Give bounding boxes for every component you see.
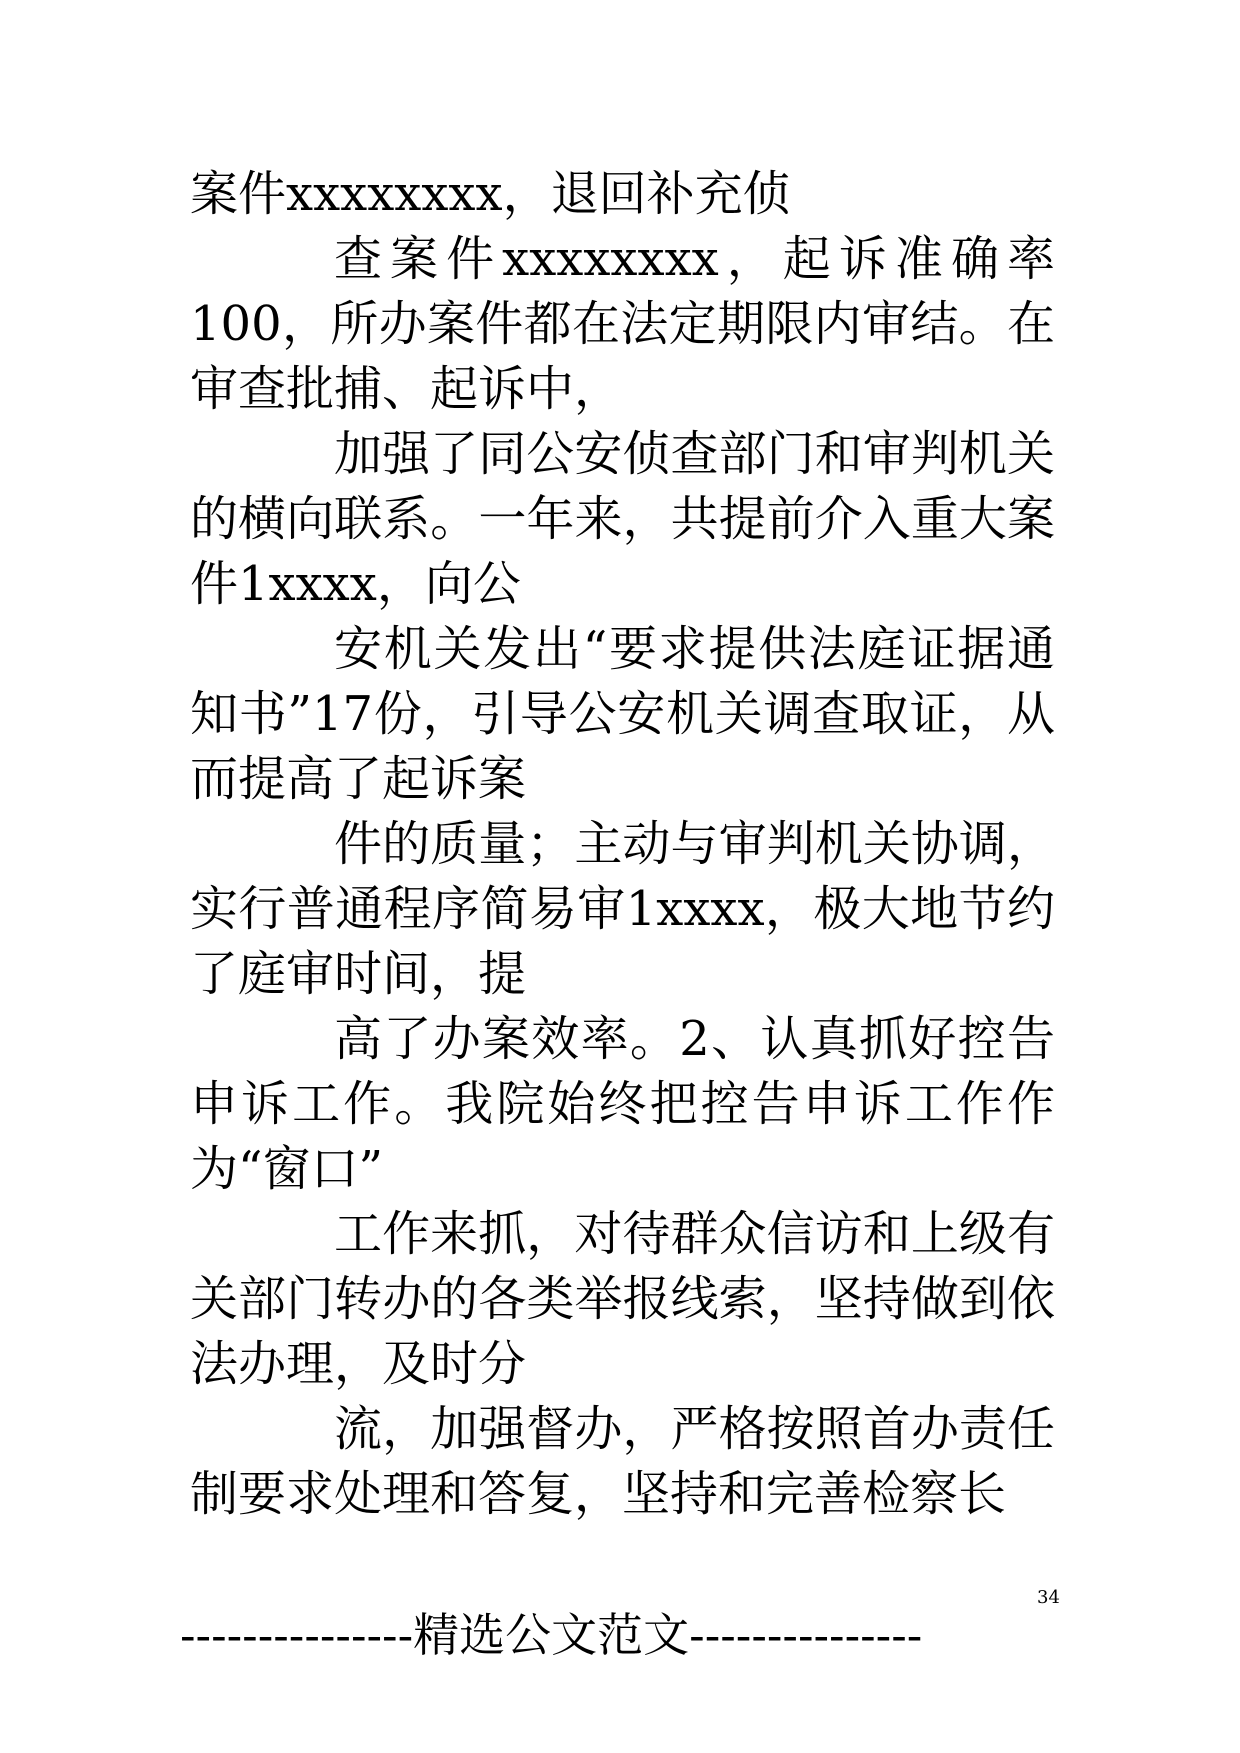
footer-text: ---------------精选公文范文---------------	[180, 1608, 923, 1662]
paragraph: 安机关发出“要求提供法庭证据通知书”17份，引导公安机关调查取证，从而提高了起诉案	[190, 621, 1055, 807]
paragraph: 件的质量；主动与审判机关协调，实行普通程序简易审1xxxx，极大地节约了庭审时间，提	[190, 816, 1055, 1002]
paragraph: 高了办案效率。2、认真抓好控告申诉工作。我院始终把控告申诉工作作为“窗口”	[190, 1011, 1055, 1197]
paragraph: 加强了同公安侦查部门和审判机关的横向联系。一年来，共提前介入重大案件1xxxx，向公	[190, 426, 1055, 612]
page-number: 34	[1037, 1587, 1060, 1608]
paragraph: 查案件xxxxxxxx，起诉准确率100，所办案件都在法定期限内审结。在审查批捕、起诉中，	[190, 231, 1055, 417]
paragraph: 流，加强督办，严格按照首办责任制要求处理和答复，坚持和完善检察长	[190, 1401, 1055, 1522]
paragraph: 工作来抓，对待群众信访和上级有关部门转办的各类举报线索，坚持做到依法办理，及时分	[190, 1206, 1055, 1392]
body-text	[190, 162, 1055, 1527]
paragraph: 案件xxxxxxxx，退回补充侦	[190, 166, 791, 222]
